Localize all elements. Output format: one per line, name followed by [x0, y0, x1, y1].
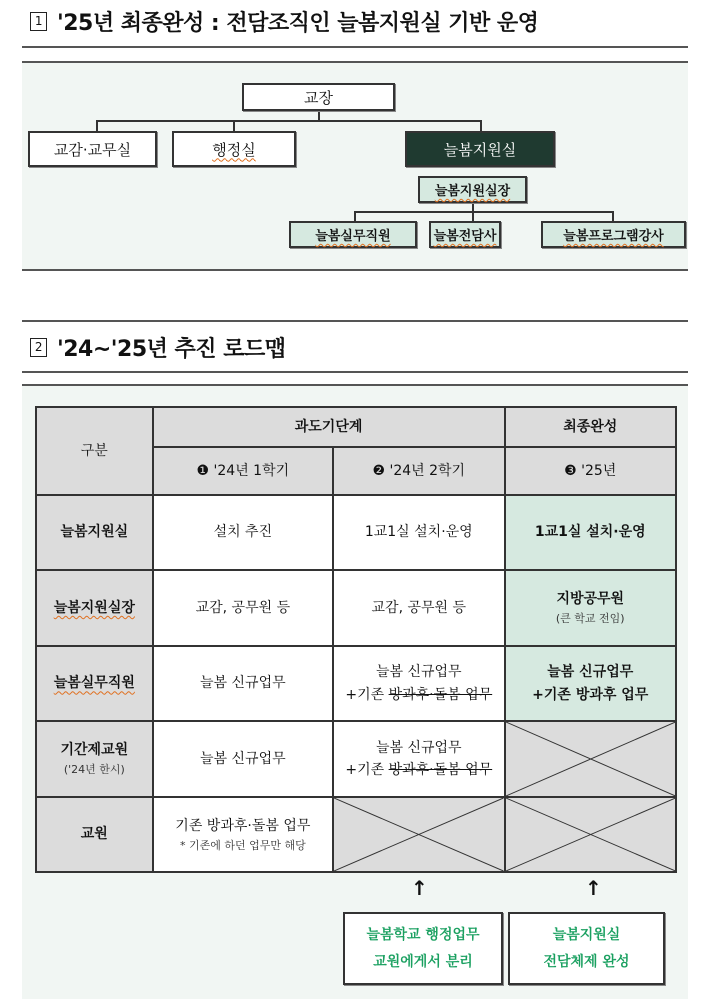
org-staff — [289, 221, 417, 248]
cell — [505, 570, 677, 646]
cell-note: (큰 학교 전임) — [555, 612, 625, 626]
org-staff — [429, 221, 501, 248]
cell: 교감, 공무원 등 — [333, 570, 504, 646]
row-label — [36, 721, 153, 797]
empty-cell-crossed — [505, 797, 677, 872]
header-phase-2: ❷ '24년 2학기 — [333, 447, 504, 495]
cell-text: 기존 방과후·돌봄 업무 — [175, 817, 311, 834]
up-arrow-icon: ↑ — [585, 876, 602, 900]
callout-admin-separation — [343, 912, 503, 985]
section2-title: '24~'25년 추진 로드맵 — [57, 337, 286, 362]
header-transition: 과도기단계 — [153, 407, 505, 447]
table-row — [36, 797, 676, 872]
divider — [22, 320, 688, 322]
org-admin-office — [172, 131, 296, 167]
row-label-text: 늘봄실무직원 — [53, 675, 135, 692]
row-label: 교원 — [36, 797, 153, 872]
section1-heading — [30, 6, 538, 37]
org-vice-principal: 교감·교무실 — [28, 131, 157, 167]
connector — [354, 211, 614, 213]
cell-text: 늘봄 신규업무 — [375, 664, 462, 681]
callout-line: 늘봄지원실 — [552, 926, 621, 943]
table-row — [36, 570, 676, 646]
cell: 교감, 공무원 등 — [153, 570, 333, 646]
org-staff-label: 늘봄전담사 — [433, 229, 497, 244]
org-staff-label: 늘봄프로그램강사 — [563, 229, 664, 244]
cell — [505, 646, 677, 721]
org-staff — [541, 221, 686, 248]
row-label-text: 늘봄지원실장 — [53, 599, 135, 616]
row-label: 늘봄지원실 — [36, 495, 153, 570]
cell — [333, 721, 504, 797]
cell-text: 지방공무원 — [556, 591, 625, 607]
org-support-head — [418, 176, 527, 203]
org-admin-label: 행정실 — [212, 140, 256, 159]
cell-struck: 방과후·돌봄 업무 — [388, 686, 493, 703]
cell-text: 늘봄 신규업무 — [547, 664, 634, 681]
org-principal: 교장 — [242, 83, 395, 111]
header-final: 최종완성 — [505, 407, 677, 447]
divider — [22, 46, 688, 48]
connector — [96, 120, 98, 131]
cell-text: 늘봄 신규업무 — [375, 739, 462, 756]
table-row — [36, 721, 676, 797]
connector — [480, 120, 482, 131]
cell — [333, 646, 504, 721]
org-support-office: 늘봄지원실 — [405, 131, 555, 167]
cell: 늘봄 신규업무 — [153, 721, 333, 797]
cell-extra: +기존 방과후 업무 — [532, 686, 649, 703]
cell: 1교1실 설치·운영 — [333, 495, 504, 570]
connector — [233, 120, 235, 131]
section1-title: '25년 최종완성 : 전담조직인 늘봄지원실 기반 운영 — [57, 11, 539, 36]
callout-dedicated-system — [508, 912, 665, 985]
divider — [22, 269, 688, 271]
header-phase-3: ❸ '25년 — [505, 447, 677, 495]
cell: 설치 추진 — [153, 495, 333, 570]
divider — [22, 371, 688, 373]
row-label-text: 기간제교원 — [60, 742, 129, 758]
cell-extra: +기존 — [345, 762, 385, 778]
callout-line: 늘봄학교 행정업무 — [366, 926, 480, 943]
cell-struck: 방과후·돌봄 업무 — [388, 762, 493, 778]
cell-extra: +기존 — [345, 686, 385, 703]
header-category: 구분 — [36, 407, 153, 495]
callout-line: 교원에게서 분리 — [373, 953, 473, 970]
callout-line: 전담체제 완성 — [543, 953, 630, 970]
table-row — [36, 646, 676, 721]
up-arrow-icon: ↑ — [411, 876, 428, 900]
section2-heading — [30, 332, 285, 363]
section-number: 1 — [30, 12, 47, 31]
row-label — [36, 646, 153, 721]
table-row — [36, 495, 676, 570]
cell: 늘봄 신규업무 — [153, 646, 333, 721]
row-label-note: ('24년 한시) — [63, 763, 125, 777]
org-head-label: 늘봄지원실장 — [434, 184, 511, 199]
org-staff-label: 늘봄실무직원 — [315, 229, 391, 244]
cell — [153, 797, 333, 872]
header-phase-1: ❶ '24년 1학기 — [153, 447, 333, 495]
section-number: 2 — [30, 338, 47, 357]
empty-cell-crossed — [333, 797, 504, 872]
cell: 1교1실 설치·운영 — [505, 495, 677, 570]
roadmap-table — [35, 406, 677, 873]
empty-cell-crossed — [505, 721, 677, 797]
row-label — [36, 570, 153, 646]
connector — [96, 120, 482, 122]
cell-note: * 기존에 하던 업무만 해당 — [179, 838, 306, 852]
